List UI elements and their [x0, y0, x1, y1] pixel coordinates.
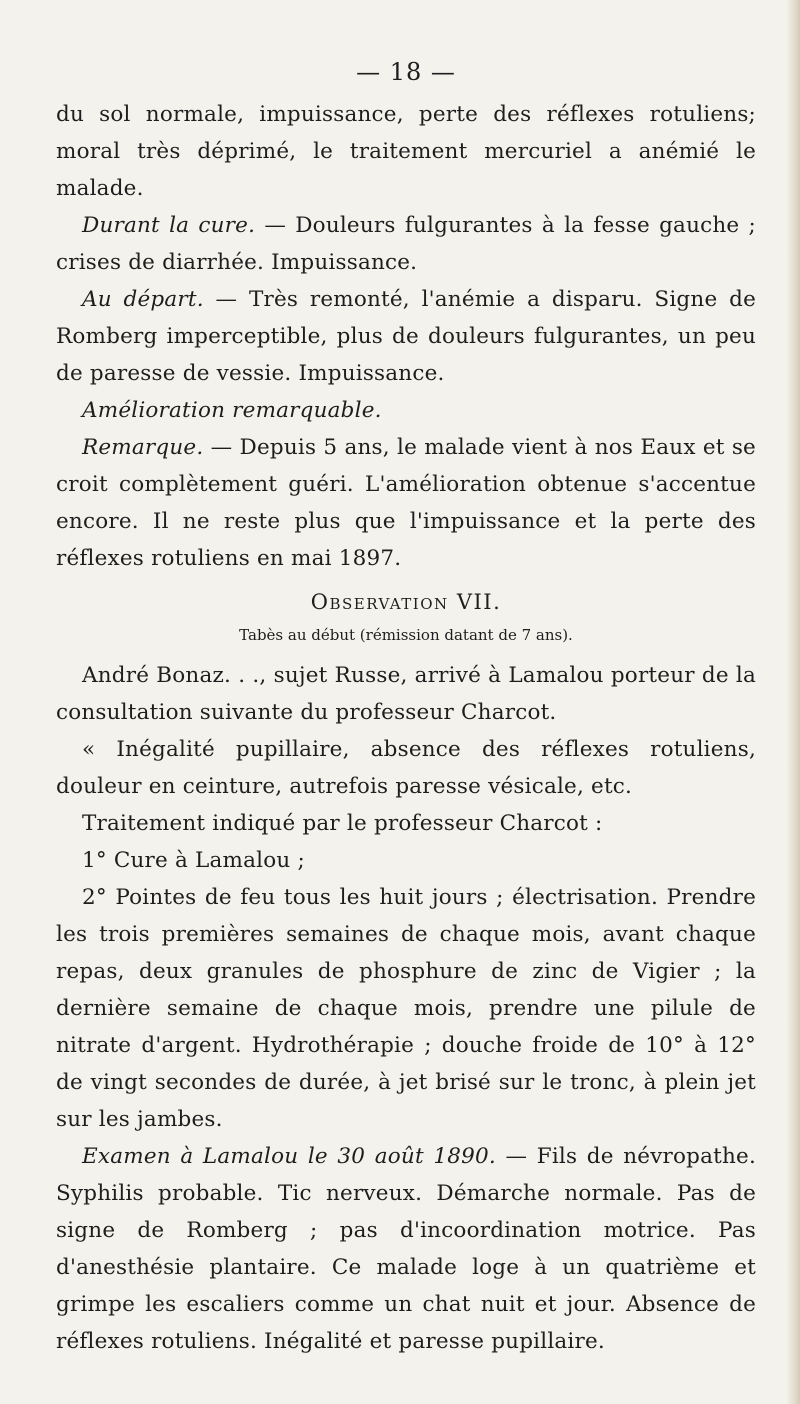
paragraph-au-depart [56, 281, 756, 392]
paragraph-continuation: du sol normale, impuissance, perte des réflexes rotuliens; moral très déprimé, le traitement mercuriel a anémié le malade. [56, 102, 756, 201]
paragraph-consultation: « Inégalité pupillaire, absence des réflexes rotuliens, douleur en ceinture, autrefois paresse vésicale, etc. [56, 737, 756, 799]
paragraph-durant-la-cure [56, 207, 756, 281]
paragraph-item-2: 2° Pointes de feu tous les huit jours ; électrisation. Prendre les trois premières semaines de chaque mois, avant chaque repas, deux granules de phosphure de zinc de Vigier ; la dernière semaine de chaque mois, prendre une pilule de nitrate d'argent. Hydrothérapie ; douche froide de 10° à 12° de vingt secondes de durée, à jet brisé sur le tronc, à plein jet sur les jambes. [56, 885, 756, 1132]
paragraph-remarque [56, 429, 756, 577]
paragraph-body: — Douleurs fulgurantes à la fesse gauche ; crises de diarrhée. Impuissance. [56, 213, 756, 275]
paragraph-traitement: Traitement indiqué par le professeur Charcot : [82, 811, 603, 836]
paragraph-lead: Durant la cure. [82, 213, 256, 238]
book-page [56, 58, 756, 1360]
paragraph-item-1: 1° Cure à Lamalou ; [82, 848, 305, 873]
paragraph-lead: Au départ. [82, 287, 204, 312]
paragraph-lead: Examen à Lamalou le 30 août 1890. [82, 1144, 496, 1169]
paragraph-body: — Fils de névropathe. Syphilis probable. Tic nerveux. Démarche normale. Pas de signe de Romberg ; pas d'incoordination motrice. Pas d'anesthésie plantaire. Ce malade loge à un quatrième et grimpe les escaliers comme un chat nuit et jour. Absence de réflexes rotuliens. Inégalité et paresse pupillaire. [56, 1144, 756, 1354]
page-number: — 18 — [356, 58, 456, 86]
paragraph-body: — Très remonté, l'anémie a disparu. Signe de Romberg imperceptible, plus de douleurs fulgurantes, un peu de paresse de vessie. Impuissance. [56, 287, 757, 386]
paragraph-amelioration: Amélioration remarquable. [82, 398, 382, 423]
observation-subheading: Tabès au début (rémission datant de 7 ans). [239, 626, 573, 644]
paragraph-body: — Depuis 5 ans, le malade vient à nos Eaux et se croit complètement guéri. L'amélioration obtenue s'accentue encore. Il ne reste plus que l'impuissance et la perte des réflexes rotuliens en mai 1897. [56, 435, 756, 571]
paragraph-examen [56, 1138, 756, 1360]
observation-heading: Observation VII. [310, 590, 502, 614]
paragraph-patient-intro: André Bonaz. . ., sujet Russe, arrivé à Lamalou porteur de la consultation suivante du professeur Charcot. [56, 663, 756, 725]
paragraph-lead: Remarque. [82, 435, 204, 460]
page-edge-shadow [786, 0, 800, 1404]
